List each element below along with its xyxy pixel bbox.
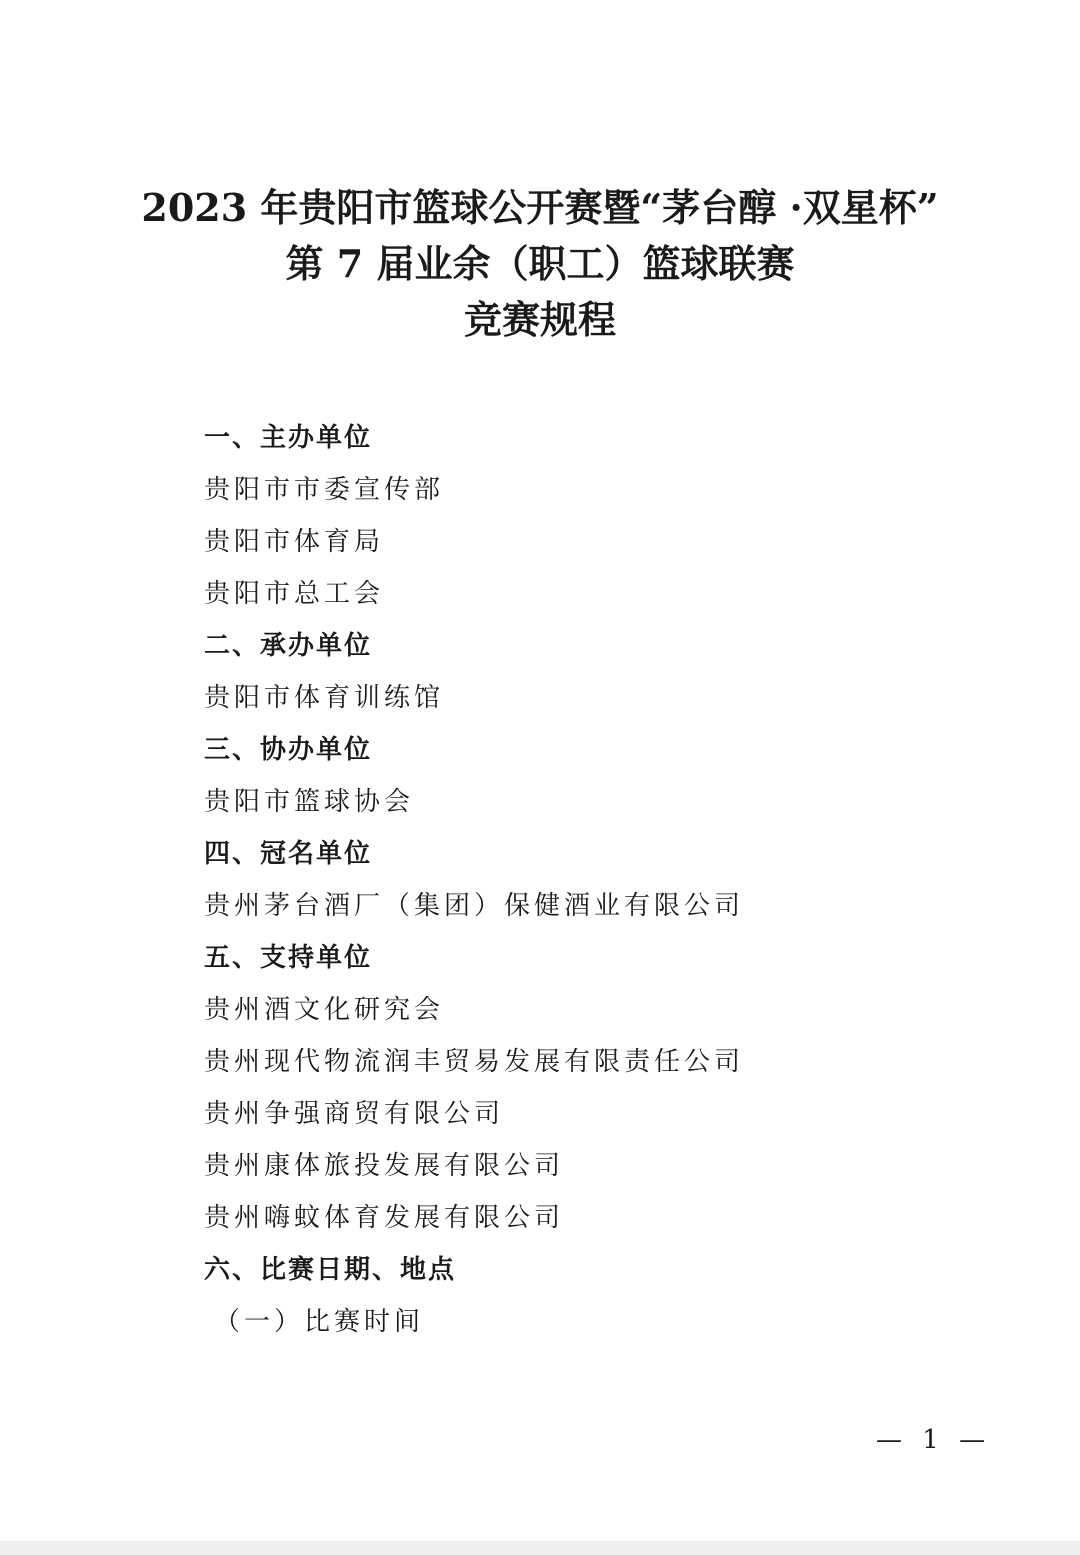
title-sponsor-item: 贵州茅台酒厂（集团）保健酒业有限公司 [204,891,745,921]
section-heading-undertaker: 二、承办单位 [204,631,373,661]
supporter-item: 贵州争强商贸有限公司 [204,1099,505,1129]
title-line-1: 2023 年贵阳市篮球公开赛暨“茅台醇 ·双星杯” [141,185,939,230]
organizer-item: 贵阳市总工会 [204,579,385,609]
supporter-item: 贵州康体旅投发展有限公司 [204,1151,565,1181]
section-heading-date-venue: 六、比赛日期、地点 [204,1255,457,1285]
section-heading-supporters: 五、支持单位 [204,943,373,973]
page-bottom-edge [0,1541,1080,1555]
section-heading-co-organizer: 三、协办单位 [204,735,373,765]
section-heading-title-sponsor: 四、冠名单位 [204,839,373,869]
supporter-item: 贵州酒文化研究会 [204,995,445,1025]
undertaker-item: 贵阳市体育训练馆 [204,683,445,713]
title-line-3: 竞赛规程 [463,297,616,342]
page-number: — 1 — [876,1425,992,1455]
section-heading-organizer: 一、主办单位 [204,423,373,453]
supporter-item: 贵州嗨蚊体育发展有限公司 [204,1203,565,1233]
document-body [204,412,1004,1348]
supporter-item: 贵州现代物流润丰贸易发展有限责任公司 [204,1047,745,1077]
organizer-item: 贵阳市市委宣传部 [204,475,445,505]
organizer-item: 贵阳市体育局 [204,527,385,557]
subsection-match-time: （一）比赛时间 [214,1307,425,1337]
co-organizer-item: 贵阳市篮球协会 [204,787,415,817]
title-line-2: 第 7 届业余（职工）篮球联赛 [285,241,795,286]
document-title [0,180,1080,348]
